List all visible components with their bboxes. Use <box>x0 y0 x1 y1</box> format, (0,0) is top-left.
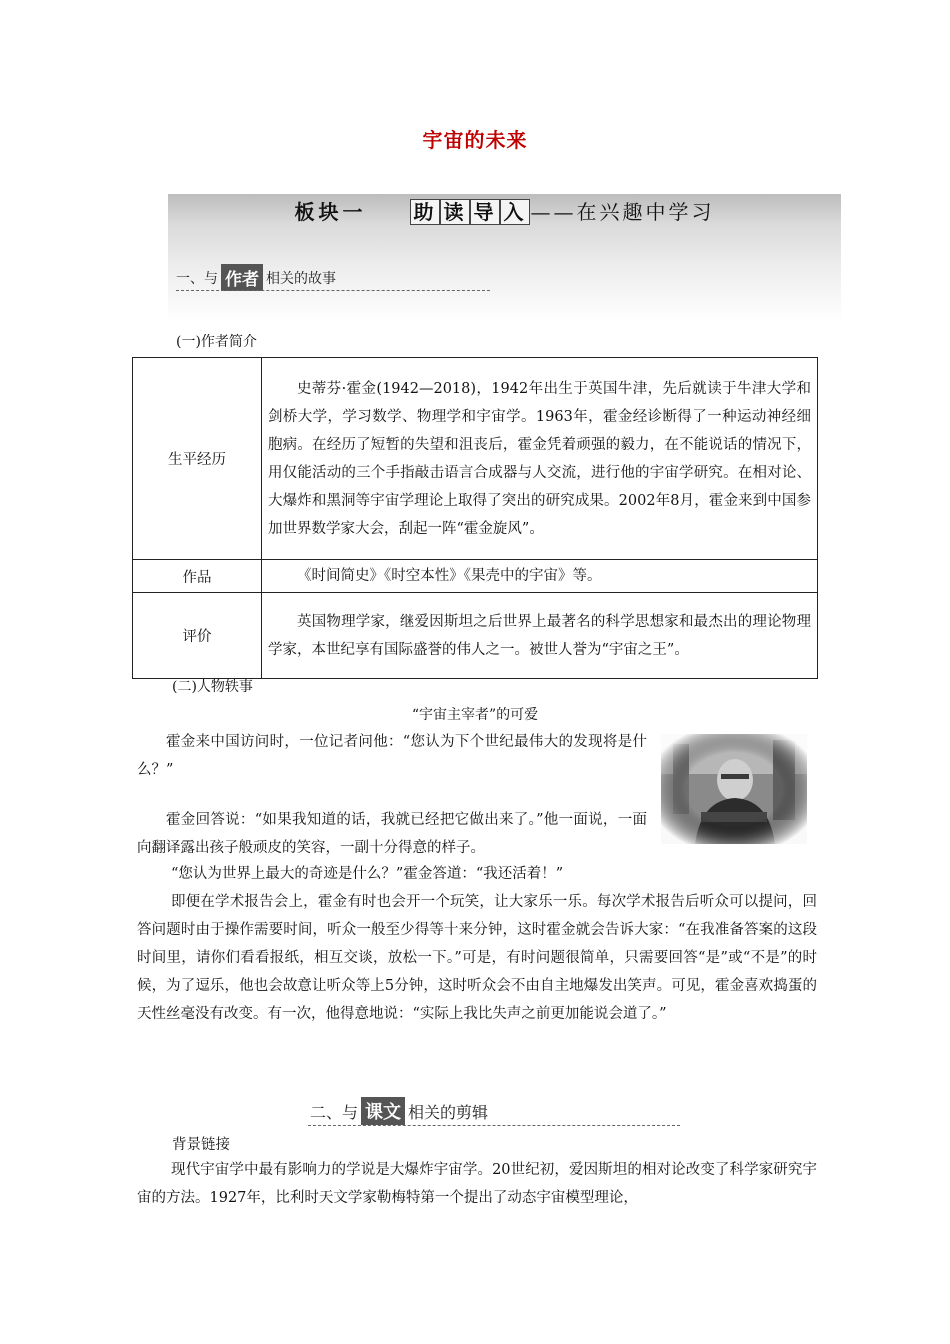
table-row <box>133 593 818 679</box>
section-prefix: 一、与 <box>176 270 218 287</box>
table-value: 《时间简史》《时空本性》《果壳中的宇宙》等。 <box>262 560 818 593</box>
table-key: 生平经历 <box>133 358 262 560</box>
banner-heading <box>168 196 841 225</box>
anecdote-paragraph: “您认为世界上最大的奇迹是什么？”霍金答道：“我还活着！” <box>171 866 564 882</box>
page-title: 宇宙的未来 <box>422 128 528 152</box>
table-key: 评价 <box>133 593 262 679</box>
section-heading-text <box>310 1097 488 1125</box>
anecdote-paragraph: 霍金回答说：“如果我知道的话，我就已经把它做出来了。”他一面说，一面向翻译露出孩子般顽皮的笑容，一副十分得意的样子。 <box>137 812 647 856</box>
section-suffix: 相关的故事 <box>266 270 336 287</box>
banner-boxed-char: 助 <box>410 199 440 225</box>
background-heading: 背景链接 <box>172 1137 230 1153</box>
section-tag: 作者 <box>221 264 263 291</box>
intro-heading: (一)作者简介 <box>176 334 257 350</box>
dashed-divider <box>176 290 490 291</box>
background-paragraph: 现代宇宙学中最有影响力的学说是大爆炸宇宙学。20世纪初，爱因斯坦的相对论改变了科学家研究宇宙的方法。1927年，比利时天文学家勒梅特第一个提出了动态宇宙模型理论， <box>137 1162 817 1206</box>
section-suffix: 相关的剪辑 <box>408 1102 489 1122</box>
section-heading-author <box>176 264 336 291</box>
anecdote-heading: (二)人物轶事 <box>172 679 253 695</box>
table-value: 英国物理学家，继爱因斯坦之后世界上最著名的科学思想家和最杰出的理论物理学家，本世纪享有国际盛誉的伟人之一。被世人誉为“宇宙之王”。 <box>262 593 818 679</box>
banner-boxed-char: 读 <box>440 199 470 225</box>
banner-boxed-char: 入 <box>500 199 530 225</box>
table-row <box>133 358 818 560</box>
table-value: 史蒂芬·霍金(1942—2018)，1942年出生于英国牛津，先后就读于牛津大学和剑桥大学，学习数学、物理学和宇宙学。1963年，霍金经诊断得了一种运动神经细胞病。在经历了短暂的失望和沮丧后，霍金凭着顽强的毅力，在不能说话的情况下，用仅能活动的三个手指敲击语言合成器与人交流，进行他的宇宙学研究。在相对论、大爆炸和黑洞等宇宙学理论上取得了突出的研究成果。2002年8月，霍金来到中国参加世界数学家大会，刮起一阵“霍金旋风”。 <box>262 358 818 560</box>
dashed-divider <box>308 1125 680 1126</box>
section-tag: 课文 <box>361 1097 405 1125</box>
section-prefix: 二、与 <box>310 1102 359 1122</box>
banner-boxed-char: 导 <box>470 199 500 225</box>
anecdote-paragraph: 即便在学术报告会上，霍金有时也会开一个玩笑，让大家乐一乐。每次学术报告后听众可以提问，回答问题时由于操作需要时间，听众一般至少得等十来分钟，这时霍金就会告诉大家：“在我准备答案的这段时间里，请你们看看报纸，相互交谈，放松一下。”可是，有时问题很简单，只需要回答“是”或“不是”的时候，为了逗乐，他也会故意让听众等上5分钟，这时听众会不由自主地爆发出笑声。可见，霍金喜欢捣蛋的天性丝毫没有改变。有一次，他得意地说：“实际上我比失声之前更加能说会道了。” <box>137 894 817 1022</box>
author-info-table <box>132 357 818 679</box>
table-key: 作品 <box>133 560 262 593</box>
hawking-photo <box>661 734 807 844</box>
banner-rest: ——在兴趣中学习 <box>530 200 715 224</box>
anecdote-paragraph: 霍金来中国访问时，一位记者问他：“您认为下个世纪最伟大的发现将是什么？” <box>137 734 647 778</box>
banner-part: 板块一 <box>294 200 367 224</box>
table-row <box>133 560 818 593</box>
anecdote-title: “宇宙主宰者”的可爱 <box>411 707 539 723</box>
